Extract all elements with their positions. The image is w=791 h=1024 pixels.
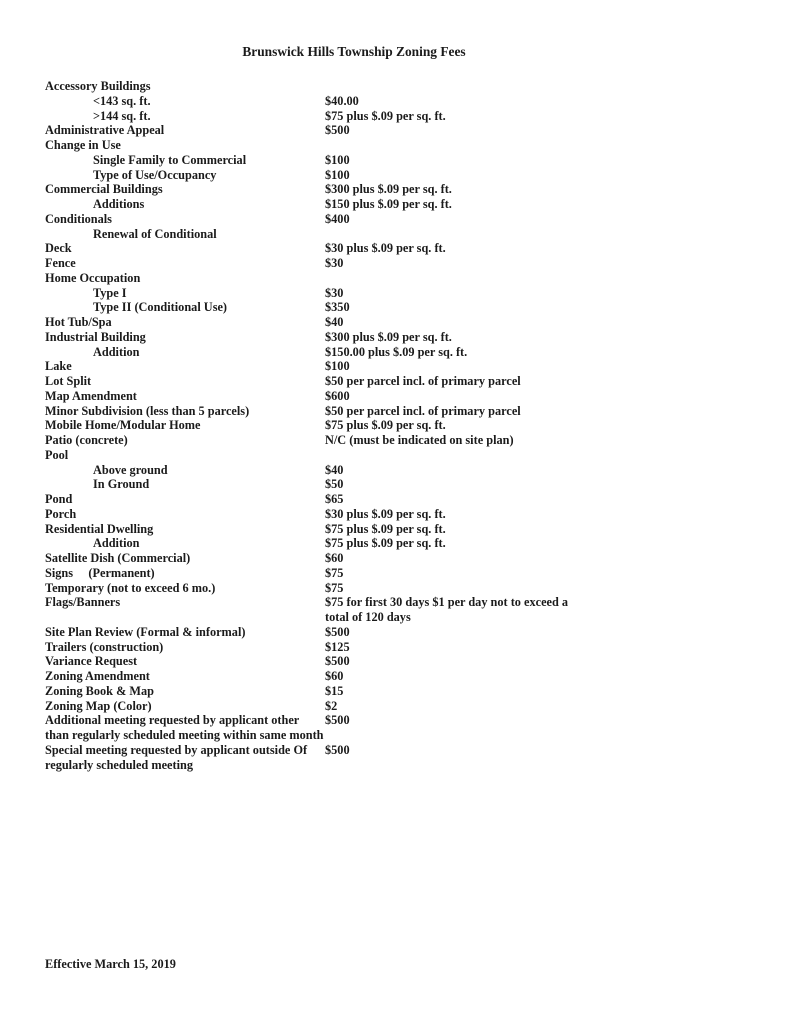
fee-amount: $75: [325, 580, 344, 595]
fee-label: Type I: [93, 285, 127, 300]
fee-row: [45, 640, 605, 655]
fee-amount: $75 plus $.09 per sq. ft.: [325, 521, 446, 536]
fee-amount: $60: [325, 551, 344, 565]
fee-row: [45, 271, 605, 286]
fee-row: [45, 522, 605, 537]
fee-row: [45, 330, 605, 345]
fee-table: [45, 79, 605, 772]
fee-amount: $50 per parcel incl. of primary parcel: [325, 403, 521, 418]
fee-amount: $500: [325, 624, 350, 639]
fee-label: Pool: [45, 447, 69, 462]
fee-row: [45, 551, 605, 566]
fee-label: Lake: [45, 359, 72, 374]
fee-amount: $100: [325, 167, 350, 182]
fee-amount: $500: [325, 713, 350, 728]
fee-amount: $600: [325, 388, 350, 403]
fee-amount: $150 plus $.09 per sq. ft.: [325, 197, 452, 211]
fee-amount: $100: [325, 152, 350, 167]
fee-amount: $100: [325, 359, 350, 374]
fee-label: Variance Request: [45, 654, 138, 669]
fee-amount: $75 plus $.09 per sq. ft.: [325, 536, 446, 551]
fee-amount: $60: [325, 669, 344, 683]
fee-row: [45, 286, 605, 301]
fee-row: [45, 433, 605, 448]
fee-label: Additions: [93, 197, 145, 211]
fee-label: Renewal of Conditional: [93, 226, 217, 241]
fee-label: Zoning Amendment: [45, 669, 150, 683]
fee-label: Type II (Conditional Use): [93, 300, 228, 315]
fee-amount: N/C (must be indicated on site plan): [325, 433, 514, 447]
fee-label: Type of Use/Occupancy: [93, 167, 217, 182]
fee-label: Trailers (construction): [45, 639, 164, 654]
fee-row: [45, 743, 605, 773]
fee-label: Commercial Buildings: [45, 182, 163, 197]
fee-amount: $75 plus $.09 per sq. ft.: [325, 418, 446, 433]
fee-label: <143 sq. ft.: [93, 93, 151, 108]
fee-row: [45, 138, 605, 153]
fee-label: Mobile Home/Modular Home: [45, 418, 201, 433]
fee-row: [45, 492, 605, 507]
fee-label: Residential Dwelling: [45, 521, 154, 536]
fee-label: Signs (Permanent): [45, 565, 155, 580]
fee-row: [45, 94, 605, 109]
fee-row: [45, 566, 605, 581]
fee-label: Lot Split: [45, 374, 92, 388]
fee-amount: $150.00 plus $.09 per sq. ft.: [325, 344, 468, 359]
fee-label: Accessory Buildings: [45, 79, 151, 93]
fee-label: Map Amendment: [45, 388, 137, 403]
fee-amount: $500: [325, 654, 350, 669]
fee-label: Fence: [45, 256, 76, 270]
fee-label: Addition: [93, 536, 140, 551]
fee-amount: $75 for first 30 days $1 per day not to exceed a total of 120 days: [325, 595, 569, 624]
fee-label: Above ground: [93, 462, 168, 477]
fee-amount: [325, 227, 591, 242]
fee-amount: $75: [325, 565, 344, 580]
fee-amount: $40: [325, 462, 344, 477]
fee-label: Administrative Appeal: [45, 123, 165, 138]
fee-row: [45, 197, 605, 212]
fee-label: Special meeting requested by applicant outside Of regularly scheduled meeting: [45, 742, 311, 772]
fee-row: [45, 374, 605, 389]
fee-amount: [325, 138, 591, 153]
fee-row: [45, 404, 605, 419]
fee-amount: $30 plus $.09 per sq. ft.: [325, 241, 446, 256]
fee-row: [45, 669, 605, 684]
fee-label: Minor Subdivision (less than 5 parcels): [45, 403, 250, 418]
effective-date: Effective March 15, 2019: [45, 957, 176, 971]
page-title: Brunswick Hills Township Zoning Fees: [242, 44, 466, 59]
fee-row: [45, 182, 605, 197]
fee-amount: $40: [325, 315, 344, 329]
fee-row: [45, 625, 605, 640]
fee-label: Hot Tub/Spa: [45, 315, 112, 329]
fee-row: [45, 389, 605, 404]
fee-amount: $300 plus $.09 per sq. ft.: [325, 329, 452, 344]
fee-row: [45, 713, 605, 743]
fee-label: >144 sq. ft.: [93, 108, 151, 123]
fee-row: [45, 109, 605, 124]
fee-amount: $400: [325, 211, 350, 226]
fee-amount: $30: [325, 285, 344, 300]
fee-label: Home Occupation: [45, 270, 141, 285]
fee-label: Porch: [45, 506, 77, 521]
fee-amount: $30: [325, 256, 344, 270]
fee-row: [45, 227, 605, 242]
fee-label: Flags/Banners: [45, 595, 121, 610]
fee-label: Zoning Book & Map: [45, 683, 154, 698]
fee-amount: [325, 79, 591, 94]
fee-amount: $40.00: [325, 93, 359, 108]
fee-amount: $300 plus $.09 per sq. ft.: [325, 182, 452, 197]
fee-label: Satellite Dish (Commercial): [45, 551, 191, 565]
fee-amount: $50: [325, 477, 344, 492]
fee-row: [45, 300, 605, 315]
fee-row: [45, 507, 605, 522]
fee-row: [45, 477, 605, 492]
fee-amount: $2: [325, 698, 338, 713]
fee-row: [45, 654, 605, 669]
fee-amount: $50 per parcel incl. of primary parcel: [325, 374, 521, 388]
fee-row: [45, 595, 605, 625]
fee-label: Addition: [93, 344, 140, 359]
fee-row: [45, 153, 605, 168]
fee-label: Conditionals: [45, 211, 112, 226]
fee-row: [45, 684, 605, 699]
fee-label: Pond: [45, 492, 73, 506]
fee-label: Industrial Building: [45, 329, 146, 344]
fee-amount: $125: [325, 639, 350, 654]
fee-row: [45, 168, 605, 183]
fee-amount: [325, 448, 591, 463]
fee-row: [45, 123, 605, 138]
fee-amount: $65: [325, 492, 344, 506]
fee-row: [45, 418, 605, 433]
fee-label: In Ground: [93, 477, 150, 492]
fee-row: [45, 212, 605, 227]
fee-label: Site Plan Review (Formal & informal): [45, 624, 246, 639]
fee-amount: $350: [325, 300, 350, 315]
fee-row: [45, 463, 605, 478]
fee-row: [45, 315, 605, 330]
fee-row: [45, 581, 605, 596]
fee-label: Deck: [45, 241, 72, 256]
fee-row: [45, 241, 605, 256]
fee-label: Zoning Map (Color): [45, 698, 152, 713]
fee-row: [45, 536, 605, 551]
fee-row: [45, 699, 605, 714]
fee-label: Single Family to Commercial: [93, 152, 247, 167]
fee-amount: $15: [325, 683, 344, 698]
fee-label: Temporary (not to exceed 6 mo.): [45, 580, 216, 595]
fee-label: Patio (concrete): [45, 433, 128, 447]
fee-row: [45, 256, 605, 271]
fee-label: Change in Use: [45, 138, 121, 152]
fee-row: [45, 345, 605, 360]
fee-amount: $500: [325, 123, 350, 138]
fee-amount: $75 plus $.09 per sq. ft.: [325, 108, 446, 123]
fee-row: [45, 359, 605, 374]
fee-amount: $500: [325, 742, 350, 757]
fee-amount: $30 plus $.09 per sq. ft.: [325, 506, 446, 521]
fee-row: [45, 448, 605, 463]
fee-row: [45, 79, 605, 94]
fee-label: Additional meeting requested by applicant other than regularly scheduled meeting within same month: [45, 713, 324, 742]
fee-amount: [325, 271, 591, 286]
